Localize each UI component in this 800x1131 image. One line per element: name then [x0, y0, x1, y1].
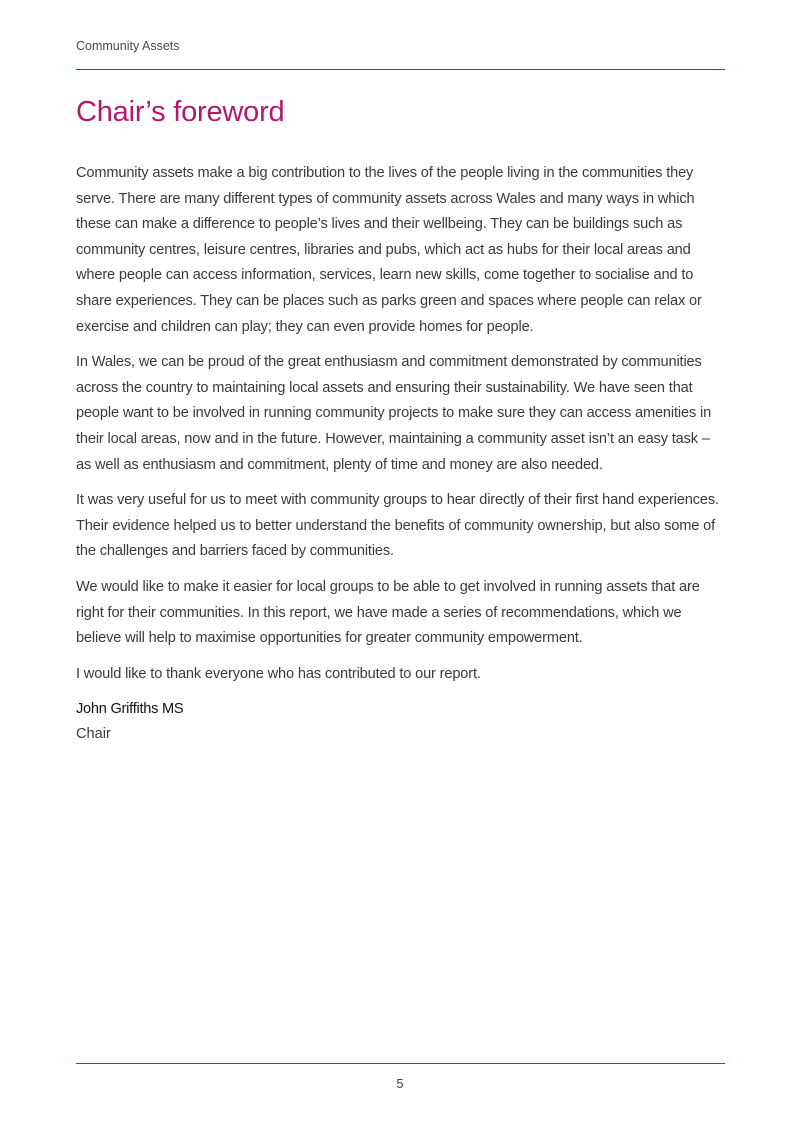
paragraph-4: We would like to make it easier for local groups to be able to get involved in running assets that are right for their communities. In this report, we have made a series of recommendations, which we believe will help to maximise opportunities for greater community empowerment. — [76, 578, 700, 647]
signatory-role: Chair — [76, 726, 111, 743]
paragraph-1: Community assets make a big contribution to the lives of the people living in the communities they serve. There are many different types of community assets across Wales and many ways in which these can make a difference to people’s lives and their wellbeing. They can be buildings such as community centres, leisure centres, libraries and pubs, which act as hubs for their local areas and where people can access information, services, learn new skills, come together to socialise and to share experiences. They can be places such as parks green and spaces where people can relax or exercise and children can play; they can even provide homes for people. — [76, 165, 702, 335]
page-number: 5 — [396, 1077, 404, 1091]
paragraph-3: It was very useful for us to meet with community groups to hear directly of their first hand experiences. Their evidence helped us to better understand the benefits of community ownership, but also some of the challenges and barriers faced by communities. — [76, 492, 719, 560]
paragraph-2: In Wales, we can be proud of the great enthusiasm and commitment demonstrated by communities across the country to maintaining local assets and ensuring their sustainability. We have seen that people want to be involved in running community projects to make sure they can access amenities in their local areas, now and in the future. However, maintaining a community asset isn’t an easy task – as well as enthusiasm and commitment, plenty of time and money are also needed. — [76, 354, 712, 473]
paragraph-5: I would like to thank everyone who has contributed to our report. — [76, 665, 481, 682]
signature-block — [76, 697, 725, 747]
running-header: Community Assets — [76, 39, 180, 53]
page-title: Chair’s foreword — [76, 96, 285, 128]
header-divider — [76, 69, 725, 70]
footer-divider — [76, 1063, 725, 1064]
foreword-body — [76, 161, 725, 747]
signatory-name: John Griffiths MS — [76, 701, 184, 718]
